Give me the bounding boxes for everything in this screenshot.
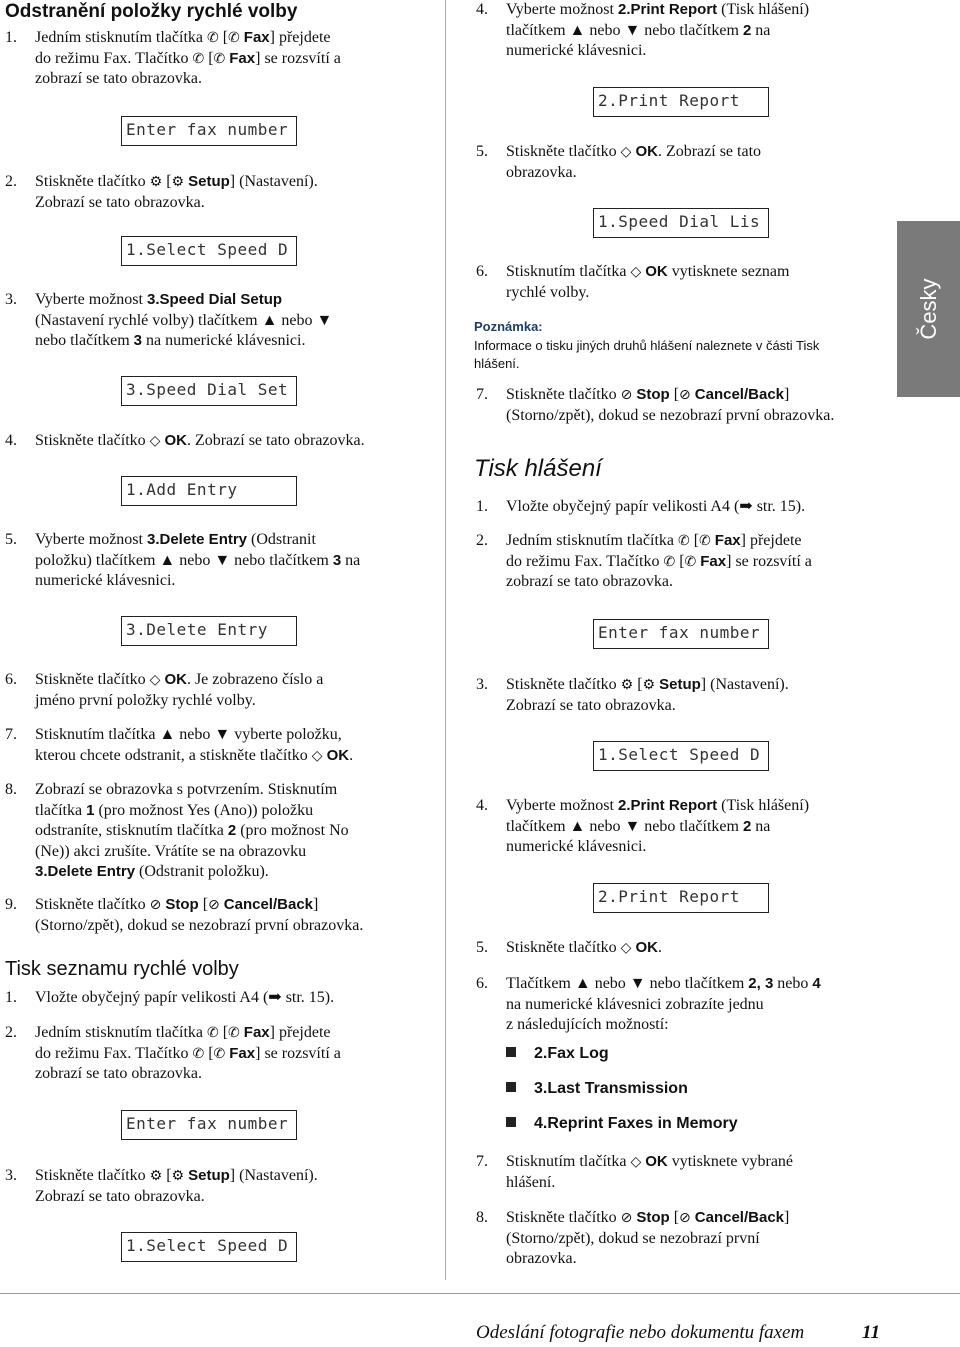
remove-step-8: 8. Zobrazí se obrazovka s potvrzením. Stisknutím tlačítka 1 (pro možnost Yes (Ano)) položku odstraníte, stisknutím tlačítka 2 (pro možnost No (Ne)) akci zrušíte. Vrátíte se na obrazovku 3.Delete Entry (Odstranit položku). bbox=[5, 781, 349, 880]
ok-icon: ◇ bbox=[620, 940, 632, 956]
remove-step-5: 5. Vyberte možnost 3.Delete Entry (Odstranit položku) tlačítkem ▲ nebo ▼ nebo tlačítkem 3 na numerické klávesnici. bbox=[5, 531, 361, 589]
option-list-item: 2.Fax Log bbox=[506, 1045, 609, 1063]
report-step-3: 3. Stiskněte tlačítko ⚙ [⚙ Setup] (Nastavení). Zobrazí se tato obrazovka. bbox=[476, 676, 789, 714]
stop-icon: ⊘ bbox=[679, 1210, 691, 1226]
ok-icon: ◇ bbox=[630, 1154, 642, 1170]
note-box bbox=[474, 319, 884, 373]
footer-title: Odeslání fotografie nebo dokumentu faxem bbox=[476, 1322, 805, 1343]
fax-icon: ✆ bbox=[684, 553, 697, 570]
fax-icon: ✆ bbox=[663, 553, 676, 570]
setup-icon: ⚙ bbox=[171, 1168, 185, 1184]
remove-step-3: 3. Vyberte možnost 3.Speed Dial Setup (Nastavení rychlé volby) tlačítkem ▲ nebo ▼ nebo tlačítkem 3 na numerické klávesnici. bbox=[5, 291, 333, 349]
setup-icon: ⚙ bbox=[642, 677, 656, 693]
option-list-item: 3.Last Transmission bbox=[506, 1080, 688, 1098]
setup-icon: ⚙ bbox=[149, 1168, 163, 1184]
print-list-step-6: 6. Stisknutím tlačítka ◇ OK vytisknete seznam rychlé volby. bbox=[476, 263, 790, 301]
remove-step-6: 6. Stiskněte tlačítko ◇ OK. Je zobrazeno číslo a jméno první položky rychlé volby. bbox=[5, 671, 324, 709]
page-number: 11 bbox=[862, 1322, 880, 1343]
lcd-screen: 1.Select Speed D bbox=[593, 741, 769, 771]
fax-icon: ✆ bbox=[192, 50, 205, 67]
bullet-icon bbox=[506, 1117, 516, 1127]
remove-step-2: 2. Stiskněte tlačítko ⚙ [⚙ Setup] (Nastavení). Zobrazí se tato obrazovka. bbox=[5, 173, 318, 211]
stop-icon: ⊘ bbox=[620, 387, 633, 403]
report-step-1: 1. Vložte obyčejný papír velikosti A4 (➡ str. 15). bbox=[476, 498, 806, 515]
remove-step-4: 4. Stiskněte tlačítko ◇ OK. Zobrazí se tato obrazovka. bbox=[5, 431, 425, 453]
fax-icon: ✆ bbox=[206, 30, 219, 46]
lcd-screen: 3.Delete Entry bbox=[121, 616, 297, 646]
column-divider bbox=[445, 0, 446, 1280]
setup-icon: ⚙ bbox=[620, 677, 634, 693]
print-list-step-3: 3. Stiskněte tlačítko ⚙ [⚙ Setup] (Nastavení). Zobrazí se tato obrazovka. bbox=[5, 1167, 318, 1205]
lcd-screen: 1.Select Speed D bbox=[121, 236, 297, 266]
option-list-item: 4.Reprint Faxes in Memory bbox=[506, 1115, 738, 1133]
bullet-icon bbox=[506, 1047, 516, 1057]
footer-divider bbox=[0, 1293, 960, 1294]
report-step-5: 5. Stiskněte tlačítko ◇ OK. bbox=[476, 938, 886, 960]
print-list-step-2: 2. Jedním stisknutím tlačítka ✆ [✆ Fax] přejdete do režimu Fax. Tlačítko ✆ [✆ Fax] se rozsvítí a zobrazí se tato obrazovka. bbox=[5, 1024, 341, 1082]
report-step-6: 6. Tlačítkem ▲ nebo ▼ nebo tlačítkem 2, 3 nebo 4 na numerické klávesnici zobrazíte jednu z následujících možností: bbox=[476, 975, 821, 1033]
stop-icon: ⊘ bbox=[208, 897, 220, 913]
fax-icon: ✆ bbox=[699, 533, 711, 549]
fax-icon: ✆ bbox=[192, 1045, 205, 1062]
remove-step-9: 9. Stiskněte tlačítko ⊘ Stop [⊘ Cancel/Back] (Storno/zpět), dokud se nezobrazí první obrazovka. bbox=[5, 896, 364, 934]
remove-step-7: 7. Stisknutím tlačítka ▲ nebo ▼ vyberte položku, kterou chcete odstranit, a stiskněte tlačítko ◇ OK. bbox=[5, 725, 425, 769]
lcd-screen: 1.Select Speed D bbox=[121, 1232, 297, 1262]
remove-step-1: 1. Jedním stisknutím tlačítka ✆ [✆ Fax] přejdete do režimu Fax. Tlačítko ✆ [✆ Fax] se rozsvítí a zobrazí se tato obrazovka. bbox=[5, 29, 341, 87]
bullet-icon bbox=[506, 1082, 516, 1092]
lcd-screen: 1.Speed Dial Lis bbox=[593, 208, 769, 238]
fax-icon: ✆ bbox=[206, 1025, 219, 1041]
note-text: Informace o tisku jiných druhů hlášení naleznete v části Tisk hlášení. bbox=[474, 338, 820, 371]
fax-icon: ✆ bbox=[228, 30, 240, 46]
lcd-screen: 3.Speed Dial Set bbox=[121, 376, 297, 406]
heading-print-list: Tisk seznamu rychlé volby bbox=[5, 958, 239, 980]
fax-icon: ✆ bbox=[228, 1025, 240, 1041]
heading-print-report: Tisk hlášení bbox=[474, 455, 602, 482]
lcd-screen: Enter fax number bbox=[121, 1110, 297, 1140]
setup-icon: ⚙ bbox=[149, 174, 163, 190]
lcd-screen: 1.Add Entry bbox=[121, 476, 297, 506]
setup-icon: ⚙ bbox=[171, 174, 185, 190]
lcd-screen: 2.Print Report bbox=[593, 883, 769, 913]
report-step-4: 4. Vyberte možnost 2.Print Report (Tisk hlášení) tlačítkem ▲ nebo ▼ nebo tlačítkem 2 na numerické klávesnici. bbox=[476, 797, 810, 855]
ok-icon: ◇ bbox=[149, 433, 161, 449]
lcd-screen: 2.Print Report bbox=[593, 87, 769, 117]
ok-icon: ◇ bbox=[620, 144, 632, 160]
stop-icon: ⊘ bbox=[620, 1210, 633, 1226]
print-list-step-1: 1. Vložte obyčejný papír velikosti A4 (➡ str. 15). bbox=[5, 989, 335, 1006]
fax-icon: ✆ bbox=[677, 533, 690, 549]
fax-icon: ✆ bbox=[213, 50, 226, 67]
language-tab: Česky bbox=[897, 221, 960, 397]
report-step-2: 2. Jedním stisknutím tlačítka ✆ [✆ Fax] přejdete do režimu Fax. Tlačítko ✆ [✆ Fax] se rozsvítí a zobrazí se tato obrazovka. bbox=[476, 532, 812, 590]
stop-icon: ⊘ bbox=[679, 387, 691, 403]
ok-icon: ◇ bbox=[630, 264, 642, 280]
fax-icon: ✆ bbox=[213, 1045, 226, 1062]
ok-icon: ◇ bbox=[149, 672, 161, 688]
print-list-step-5: 5. Stiskněte tlačítko ◇ OK. Zobrazí se tato obrazovka. bbox=[476, 143, 762, 181]
print-list-step-7: 7. Stiskněte tlačítko ⊘ Stop [⊘ Cancel/Back] (Storno/zpět), dokud se nezobrazí první obrazovka. bbox=[476, 386, 835, 424]
ok-icon: ◇ bbox=[311, 747, 323, 764]
lcd-screen: Enter fax number bbox=[121, 116, 297, 146]
report-step-7: 7. Stisknutím tlačítka ◇ OK vytisknete vybrané hlášení. bbox=[476, 1153, 794, 1191]
stop-icon: ⊘ bbox=[149, 897, 162, 913]
lcd-screen: Enter fax number bbox=[593, 619, 769, 649]
print-list-step-4: 4. Vyberte možnost 2.Print Report (Tisk hlášení) tlačítkem ▲ nebo ▼ nebo tlačítkem 2 na numerické klávesnici. bbox=[476, 1, 810, 59]
note-title: Poznámka: bbox=[474, 319, 543, 334]
report-step-8: 8. Stiskněte tlačítko ⊘ Stop [⊘ Cancel/Back] (Storno/zpět), dokud se nezobrazí první obrazovka. bbox=[476, 1209, 790, 1267]
heading-remove-entry: Odstranění položky rychlé volby bbox=[5, 1, 298, 22]
